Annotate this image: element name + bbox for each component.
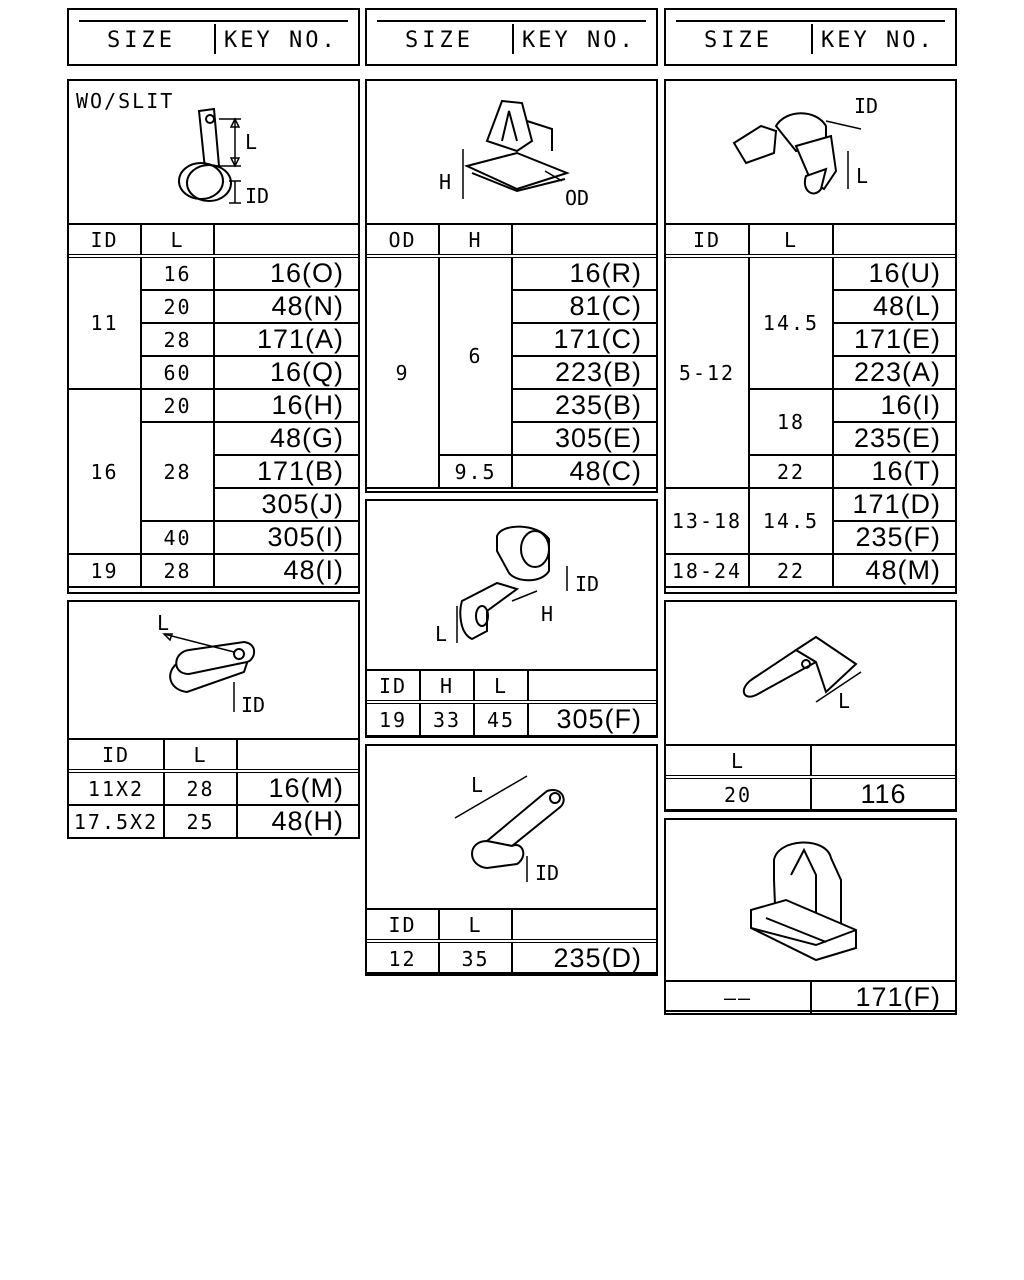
size-cell: [833, 224, 956, 256]
key-number-cell: 16(M): [237, 771, 359, 805]
size-cell: ID: [366, 909, 439, 941]
column-header-2: [365, 8, 658, 66]
clamp-wo-slit-drawing: [69, 81, 359, 221]
dim-l-label: L: [245, 130, 258, 154]
key-number-cell: 16(R): [512, 256, 657, 290]
wo-slit-note: WO/SLIT: [76, 89, 175, 113]
key-number-cell: 81(C): [512, 290, 657, 323]
table-row: [366, 702, 657, 736]
size-cell: L: [474, 670, 528, 702]
column-header-1: [67, 8, 360, 66]
size-cell: [811, 745, 956, 777]
table-row: [68, 554, 359, 587]
clip-od-drawing: [367, 81, 657, 221]
key-no-header: KEY NO.: [224, 28, 338, 53]
size-cell: H: [420, 670, 474, 702]
size-cell: 6: [439, 256, 512, 455]
key-number-cell: 305(E): [512, 422, 657, 455]
size-cell: 18: [749, 389, 833, 455]
key-number-cell: 48(M): [833, 554, 956, 587]
size-cell: L: [665, 745, 811, 777]
dim-h-label: H: [541, 602, 554, 626]
size-cell: 22: [749, 455, 833, 488]
key-number-cell: 305(F): [528, 702, 657, 736]
size-cell: 28: [141, 554, 214, 587]
clip-l-table: [664, 744, 957, 812]
size-cell: H: [439, 224, 512, 256]
key-number-cell: 171(E): [833, 323, 956, 356]
clamp-bracket-drawing: [367, 501, 657, 671]
table-row: [665, 981, 956, 1014]
dim-id-label: ID: [245, 184, 270, 208]
size-cell: 11: [68, 256, 141, 389]
size-cell: 18-24: [665, 554, 749, 587]
size-cell: [512, 909, 657, 941]
size-cell: 16: [68, 389, 141, 554]
clamp-single-drawing: [367, 746, 657, 906]
size-cell: 28: [164, 771, 237, 805]
size-cell: 16: [141, 256, 214, 290]
key-number-cell: 171(C): [512, 323, 657, 356]
size-header: SIZE: [405, 28, 474, 53]
col-key: [214, 224, 359, 256]
size-cell: ID: [366, 670, 420, 702]
clamp-single-table: [365, 908, 658, 976]
key-number-cell: 116: [811, 777, 956, 811]
clamp-bracket-table: [365, 669, 658, 737]
size-cell: 14.5: [749, 256, 833, 389]
size-cell: 20: [141, 389, 214, 422]
dim-l-label: L: [838, 689, 851, 713]
size-cell: 20: [141, 290, 214, 323]
key-number-cell: 48(I): [214, 554, 359, 587]
table-row: [68, 256, 359, 290]
clamp-double-drawing: [69, 602, 359, 738]
key-number-cell: 235(E): [833, 422, 956, 455]
clamp-wo-slit-panel: [67, 79, 360, 594]
key-number-cell: 171(F): [811, 981, 956, 1014]
key-number-cell: 48(G): [214, 422, 359, 455]
key-number-cell: 48(H): [237, 805, 359, 838]
size-cell: L: [749, 224, 833, 256]
key-number-cell: 235(D): [512, 941, 657, 975]
table-row: [665, 256, 956, 290]
col-l: L: [141, 224, 214, 256]
size-cell: 13-18: [665, 488, 749, 554]
clip-l-drawing: [666, 602, 956, 744]
key-number-cell: 48(C): [512, 455, 657, 488]
clip-twin-drawing: [666, 81, 956, 221]
key-number-cell: 48(L): [833, 290, 956, 323]
size-cell: 11X2: [68, 771, 164, 805]
clip-twin-panel: [664, 79, 957, 594]
clamp-bracket-panel: [365, 499, 658, 738]
size-cell: OD: [366, 224, 439, 256]
key-number-cell: 16(T): [833, 455, 956, 488]
key-number-cell: 305(I): [214, 521, 359, 554]
size-cell: 33: [420, 702, 474, 736]
key-number-cell: 171(B): [214, 455, 359, 488]
key-number-cell: 223(B): [512, 356, 657, 389]
size-cell: 22: [749, 554, 833, 587]
size-cell: 9.5: [439, 455, 512, 488]
size-header: SIZE: [704, 28, 773, 53]
size-cell: [528, 670, 657, 702]
size-cell: 35: [439, 941, 512, 975]
key-number-cell: 305(J): [214, 488, 359, 521]
clip-od-table: [365, 223, 658, 489]
size-cell: 40: [141, 521, 214, 554]
clamp-double-table: [67, 738, 360, 839]
dim-id-label: ID: [535, 861, 560, 885]
dim-l-label: L: [157, 611, 170, 635]
key-number-cell: 171(A): [214, 323, 359, 356]
key-number-cell: 16(U): [833, 256, 956, 290]
dim-l-label: L: [856, 164, 869, 188]
size-cell: 20: [665, 777, 811, 811]
key-number-cell: 16(I): [833, 389, 956, 422]
table-row: [366, 941, 657, 975]
clip-push-panel: [664, 818, 957, 1012]
col-id: ID: [68, 224, 141, 256]
size-cell: 28: [141, 422, 214, 521]
size-cell: 25: [164, 805, 237, 838]
size-cell: 9: [366, 256, 439, 488]
table-row: [68, 805, 359, 838]
key-number-cell: 48(N): [214, 290, 359, 323]
size-cell: ——: [665, 981, 811, 1014]
size-header: SIZE: [107, 28, 176, 53]
table-row: [665, 777, 956, 811]
size-cell: 19: [366, 702, 420, 736]
dim-h-label: H: [439, 170, 452, 194]
clip-od-panel: [365, 79, 658, 493]
key-number-cell: 16(H): [214, 389, 359, 422]
key-no-header: KEY NO.: [522, 28, 636, 53]
key-number-cell: 171(D): [833, 488, 956, 521]
table-row: [68, 771, 359, 805]
table-row: [68, 389, 359, 422]
clip-push-drawing: [666, 820, 956, 980]
table-row: [665, 488, 956, 521]
key-number-cell: 16(O): [214, 256, 359, 290]
size-cell: 14.5: [749, 488, 833, 554]
size-cell: 17.5X2: [68, 805, 164, 838]
size-cell: 45: [474, 702, 528, 736]
size-cell: [512, 224, 657, 256]
clamp-wo-slit-table: [67, 223, 360, 588]
dim-l-label: L: [471, 773, 484, 797]
table-row: [665, 554, 956, 587]
dim-id-label: ID: [854, 94, 879, 118]
key-number-cell: 235(B): [512, 389, 657, 422]
clip-l-panel: [664, 600, 957, 811]
key-no-header: KEY NO.: [821, 28, 935, 53]
size-cell: [237, 739, 359, 771]
size-cell: ID: [68, 739, 164, 771]
dim-l-label: L: [435, 622, 448, 646]
clamp-single-panel: [365, 744, 658, 974]
size-cell: 5-12: [665, 256, 749, 488]
dim-id-label: ID: [241, 693, 266, 717]
size-cell: 12: [366, 941, 439, 975]
clip-push-table: [664, 980, 957, 1015]
table-row: [366, 256, 657, 290]
dim-od-label: OD: [565, 186, 590, 210]
key-number-cell: 16(Q): [214, 356, 359, 389]
column-header-3: [664, 8, 957, 66]
size-cell: ID: [665, 224, 749, 256]
size-cell: 19: [68, 554, 141, 587]
size-cell: 28: [141, 323, 214, 356]
key-number-cell: 223(A): [833, 356, 956, 389]
dim-id-label: ID: [575, 572, 600, 596]
clip-twin-table: [664, 223, 957, 588]
size-cell: L: [439, 909, 512, 941]
size-cell: 60: [141, 356, 214, 389]
size-cell: L: [164, 739, 237, 771]
clamp-double-panel: [67, 600, 360, 839]
key-number-cell: 235(F): [833, 521, 956, 554]
